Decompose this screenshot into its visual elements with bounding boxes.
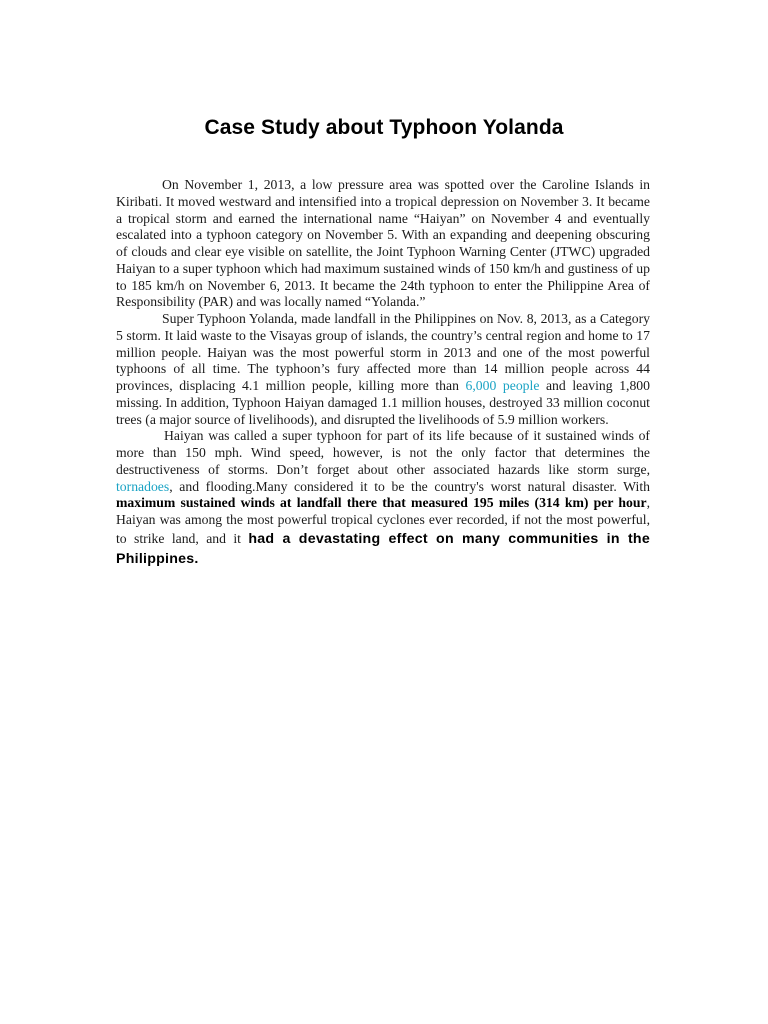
wind-speed-bold-text: maximum sustained winds at landfall there that measured 195 miles (314 km) per hour [116,495,647,511]
paragraph-3-text-a: Haiyan was called a super typhoon for part of its life because of it sustained winds of more than 150 mph. Wind speed, however, is not the only factor that determines the destructiveness of storms. Don’t forget about other associated hazards like storm surge, [116,428,650,477]
page-title: Case Study about Typhoon Yolanda [204,116,564,139]
document-body [116,177,650,569]
paragraph-2-text-a: Super Typhoon Yolanda, made landfall in the Philippines on Nov. 8, 2013, as a Category 5 storm. It laid waste to the Visayas group of islands, the country’s central region and home to 17 million people. Haiyan was the most powerful storm in 2013 and one of the most powerful typhoons of all time. The typhoon’s fury affected more than 14 million people across 44 provinces, displacing 4.1 million people, killing more than [116,311,650,393]
paragraph-3 [116,428,650,569]
people-killed-link[interactable]: 6,000 people [465,378,540,393]
paragraph-2 [116,311,650,428]
devastating-effect-bold-text: had a devastating effect on many communities in the Philippines. [116,530,650,567]
tornadoes-link[interactable]: tornadoes [116,478,170,494]
paragraph-3-text-c: , Haiyan was among the most powerful tropical cyclones ever recorded, if not the most powerful, to strike land, and it [116,495,650,546]
paragraph-1: On November 1, 2013, a low pressure area was spotted over the Caroline Islands in Kiribati. It moved westward and intensified into a tropical depression on November 3. It became a tropical storm and earned the international name “Haiyan” on November 4 and eventually escalated into a typhoon category on November 5. With an expanding and deepening obscuring of clouds and clear eye visible on satellite, the Joint Typhoon Warning Center (JTWC) upgraded Haiyan to a super typhoon which had maximum sustained winds of 150 km/h and gustiness of up to 185 km/h on November 6, 2013. It became the 24th typhoon to enter the Philippine Area of Responsibility (PAR) and was locally named “Yolanda.” [116,177,650,310]
paragraph-3-text-b: , and flooding.Many considered it to be the country's worst natural disaster. With [169,478,650,494]
paragraph-2-text-b: and leaving 1,800 missing. In addition, Typhoon Haiyan damaged 1.1 million houses, destroyed 33 million coconut trees (a major source of livelihoods), and disrupted the livelihoods of 5.9 million workers. [116,378,650,427]
